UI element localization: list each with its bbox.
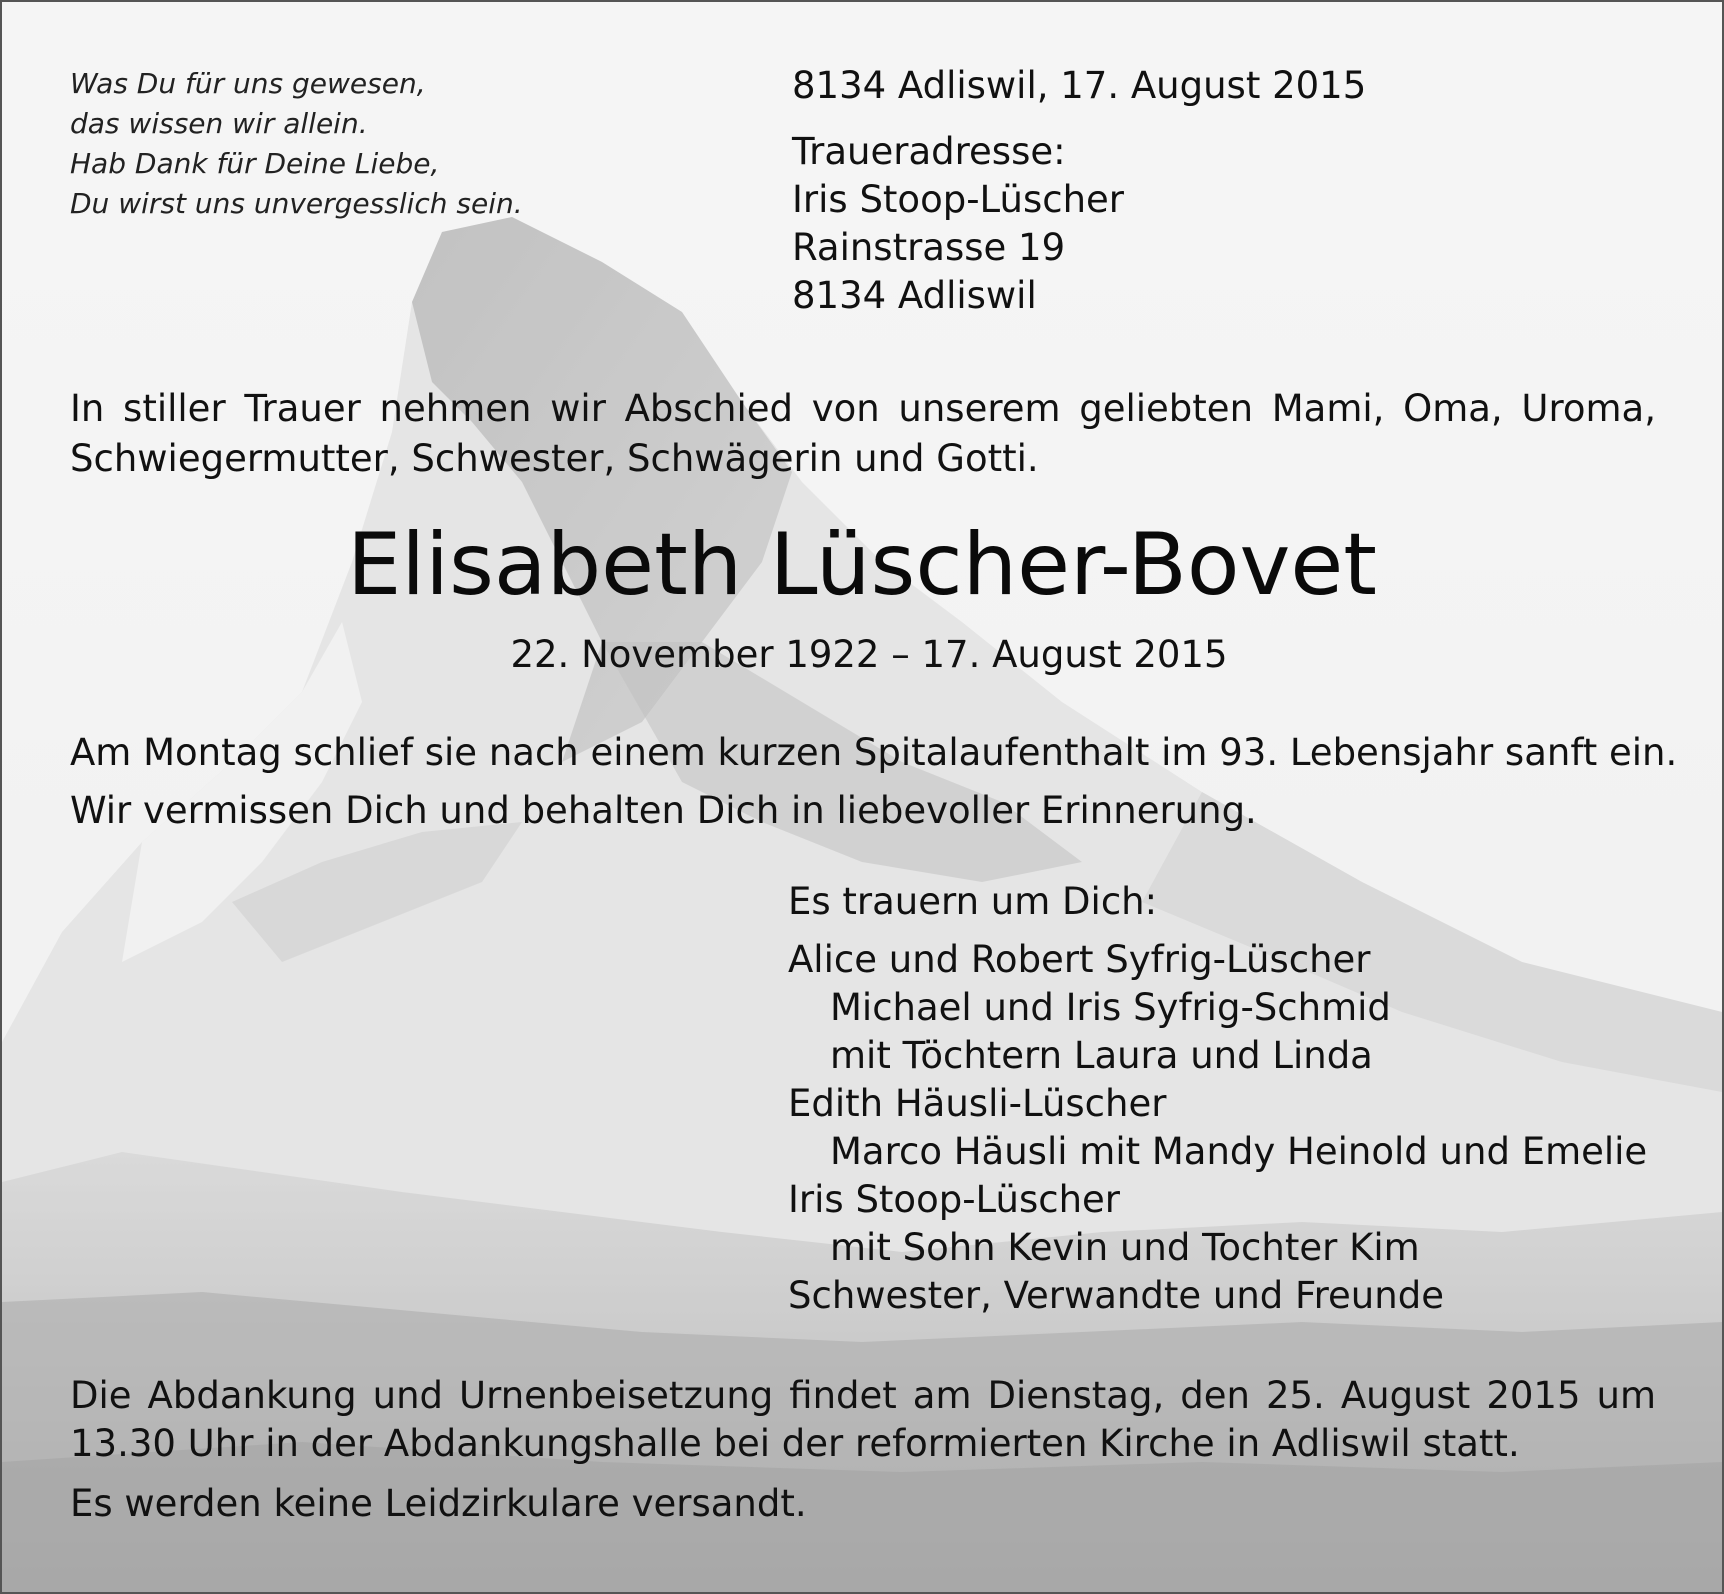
mourner-line: Marco Häusli mit Mandy Heinold und Emelie bbox=[830, 1130, 1648, 1173]
mourners-heading: Es trauern um Dich: bbox=[788, 880, 1158, 923]
life-dates: 22. November 1922 – 17. August 2015 bbox=[510, 633, 1228, 676]
mourner-line: Michael und Iris Syfrig-Schmid bbox=[830, 986, 1391, 1029]
intro-paragraph: In stiller Trauer nehmen wir Abschied von unserem geliebten Mami, Oma, Uroma, Schwiegermutter, Schwester, Schwägerin und Gotti. bbox=[70, 387, 1656, 480]
address-name: Iris Stoop-Lüscher bbox=[792, 178, 1125, 221]
motto-line: Was Du für uns gewesen, bbox=[70, 67, 426, 100]
farewell-message bbox=[70, 724, 1677, 840]
motto-line: das wissen wir allein. bbox=[70, 107, 368, 140]
message-line: Am Montag schlief sie nach einem kurzen Spitalaufenthalt im 93. Lebensjahr sanft ein. bbox=[70, 731, 1678, 774]
no-circulars-note: Es werden keine Leidzirkulare versandt. bbox=[70, 1482, 807, 1525]
address-city: 8134 Adliswil bbox=[792, 274, 1037, 317]
motto-line: Du wirst uns unvergesslich sein. bbox=[70, 187, 523, 220]
motto-verse bbox=[70, 64, 523, 224]
mourner-line: Iris Stoop-Lüscher bbox=[788, 1178, 1121, 1221]
mourning-address-block bbox=[792, 62, 1366, 320]
place-date: 8134 Adliswil, 17. August 2015 bbox=[792, 64, 1367, 107]
motto-line: Hab Dank für Deine Liebe, bbox=[70, 147, 440, 180]
mourner-line: Alice und Robert Syfrig-Lüscher bbox=[788, 938, 1371, 981]
mourner-line: Edith Häusli-Lüscher bbox=[788, 1082, 1167, 1125]
deceased-name: Elisabeth Lüscher-Bovet bbox=[346, 515, 1378, 615]
ceremony-paragraph: Die Abdankung und Urnenbeisetzung findet am Dienstag, den 25. August 2015 um 13.30 Uhr in der Abdankungshalle bei der reformierten Kirche in Adliswil statt. bbox=[70, 1374, 1656, 1465]
mourner-line: mit Töchtern Laura und Linda bbox=[830, 1034, 1373, 1077]
address-label: Traueradresse: bbox=[792, 130, 1066, 173]
mourner-line: Schwester, Verwandte und Freunde bbox=[788, 1274, 1444, 1317]
mourners-list bbox=[788, 878, 1647, 1320]
mourner-line: mit Sohn Kevin und Tochter Kim bbox=[830, 1226, 1420, 1269]
message-line: Wir vermissen Dich und behalten Dich in liebevoller Erinnerung. bbox=[70, 789, 1257, 832]
address-street: Rainstrasse 19 bbox=[792, 226, 1066, 269]
